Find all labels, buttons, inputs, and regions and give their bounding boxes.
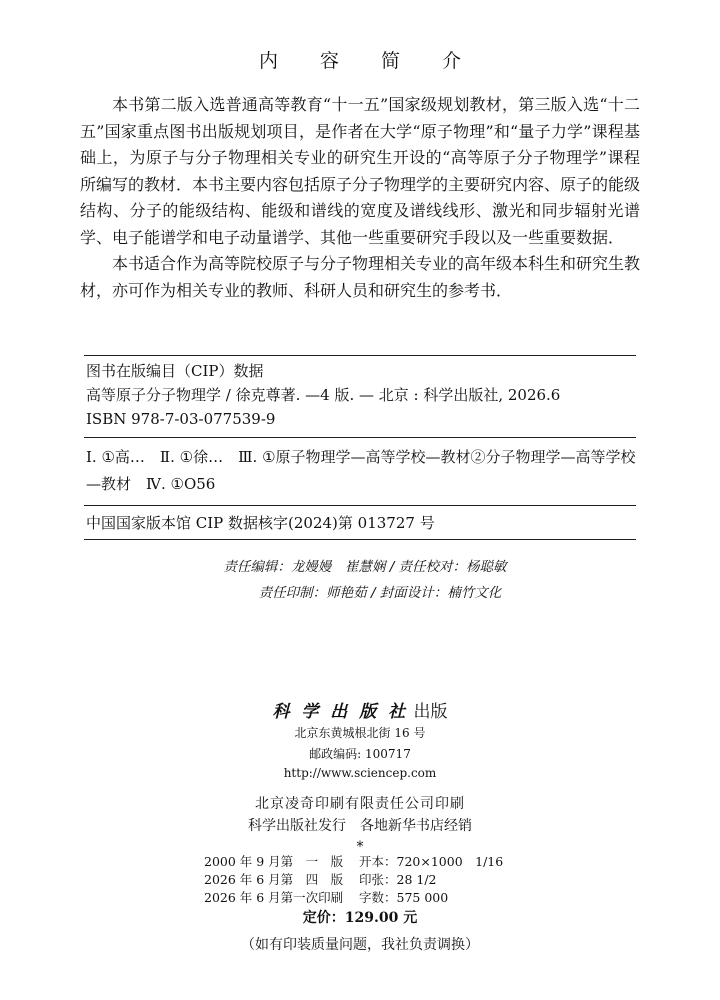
edition-spec: 开本：720×1000 1/16: [359, 854, 504, 869]
intro-paragraph: 本书第二版入选普通高等教育“十一五”国家级规划教材，第三版入选“十二五”国家重点图书出版规划项目，是作者在大学“原子物理”和“量子力学”课程基础上，为原子与分子物理相关专业的研究生开设的“高等原子分子物理学”课程所编写的教材．本书主要内容包括原子分子物理学的主要研究内容、原子的能级结构、分子的能级结构、能级和谱线的宽度及谱线线形、激光和同步辐射光谱学、电子能谱学和电子动量谱学、其他一些重要研究手段以及一些重要数据．: [80, 95, 641, 247]
publisher-line: [0, 697, 720, 722]
editors-line: 责任印制：师艳茹 / 封面设计：楠竹文化: [258, 585, 502, 601]
publisher-address: 北京东黄城根北街 16 号: [294, 726, 426, 740]
publisher-postcode: 邮政编码: 100717: [309, 747, 411, 761]
introduction: [80, 92, 640, 304]
distribution-line: 科学出版社发行 各地新华书店经销: [248, 818, 472, 834]
edition-date: 2026 年 6 月第 四 版: [204, 872, 344, 887]
divider: [84, 437, 636, 438]
divider: [84, 505, 636, 506]
cip-heading: 图书在版编目（CIP）数据: [86, 362, 264, 380]
edition-spec: 字数：575 000: [359, 890, 449, 905]
publisher-suffix: 出版: [413, 702, 448, 722]
cip-title-line: 高等原子分子物理学 / 徐克尊著. —4 版. — 北京 : 科学出版社, 2026.6: [86, 386, 561, 404]
separator-star: *: [356, 839, 364, 855]
publisher-url: http://www.sciencep.com: [283, 766, 437, 780]
cip-classification: Ⅰ. ①高… Ⅱ. ①徐… Ⅲ. ①原子物理学—高等学校—教材②分子物理学—高等学校—教材 Ⅳ. ①O56: [86, 448, 636, 493]
edition-date: 2026 年 6 月第一次印刷: [204, 890, 344, 905]
edition-row: [204, 853, 503, 871]
edition-table: [204, 853, 503, 907]
edition-spec: 印张：28 1/2: [359, 872, 437, 887]
price: 定价：129.00 元: [302, 910, 418, 926]
page-title: 内 容 简 介: [258, 50, 480, 72]
divider: [84, 355, 636, 356]
cip-isbn: ISBN 978-7-03-077539-9: [86, 410, 276, 428]
editors-line: 责任编辑：龙嫚嫚 崔慧娴 / 责任校对：杨聪敏: [223, 559, 507, 575]
edition-date: 2000 年 9 月第 一 版: [204, 854, 344, 869]
printer-line: 北京凌奇印刷有限责任公司印刷: [255, 796, 465, 812]
divider: [84, 539, 636, 540]
quality-notice: （如有印装质量问题，我社负责调换）: [241, 937, 479, 953]
edition-row: [204, 889, 503, 907]
edition-row: [204, 871, 503, 889]
publisher-logo-text: 科 学 出 版 社: [272, 702, 409, 722]
intro-paragraph: 本书适合作为高等院校原子与分子物理相关专业的高年级本科生和研究生教材，亦可作为相关专业的教师、科研人员和研究生的参考书．: [80, 254, 641, 300]
cip-core-number: 中国国家版本馆 CIP 数据核字(2024)第 013727 号: [86, 514, 435, 532]
